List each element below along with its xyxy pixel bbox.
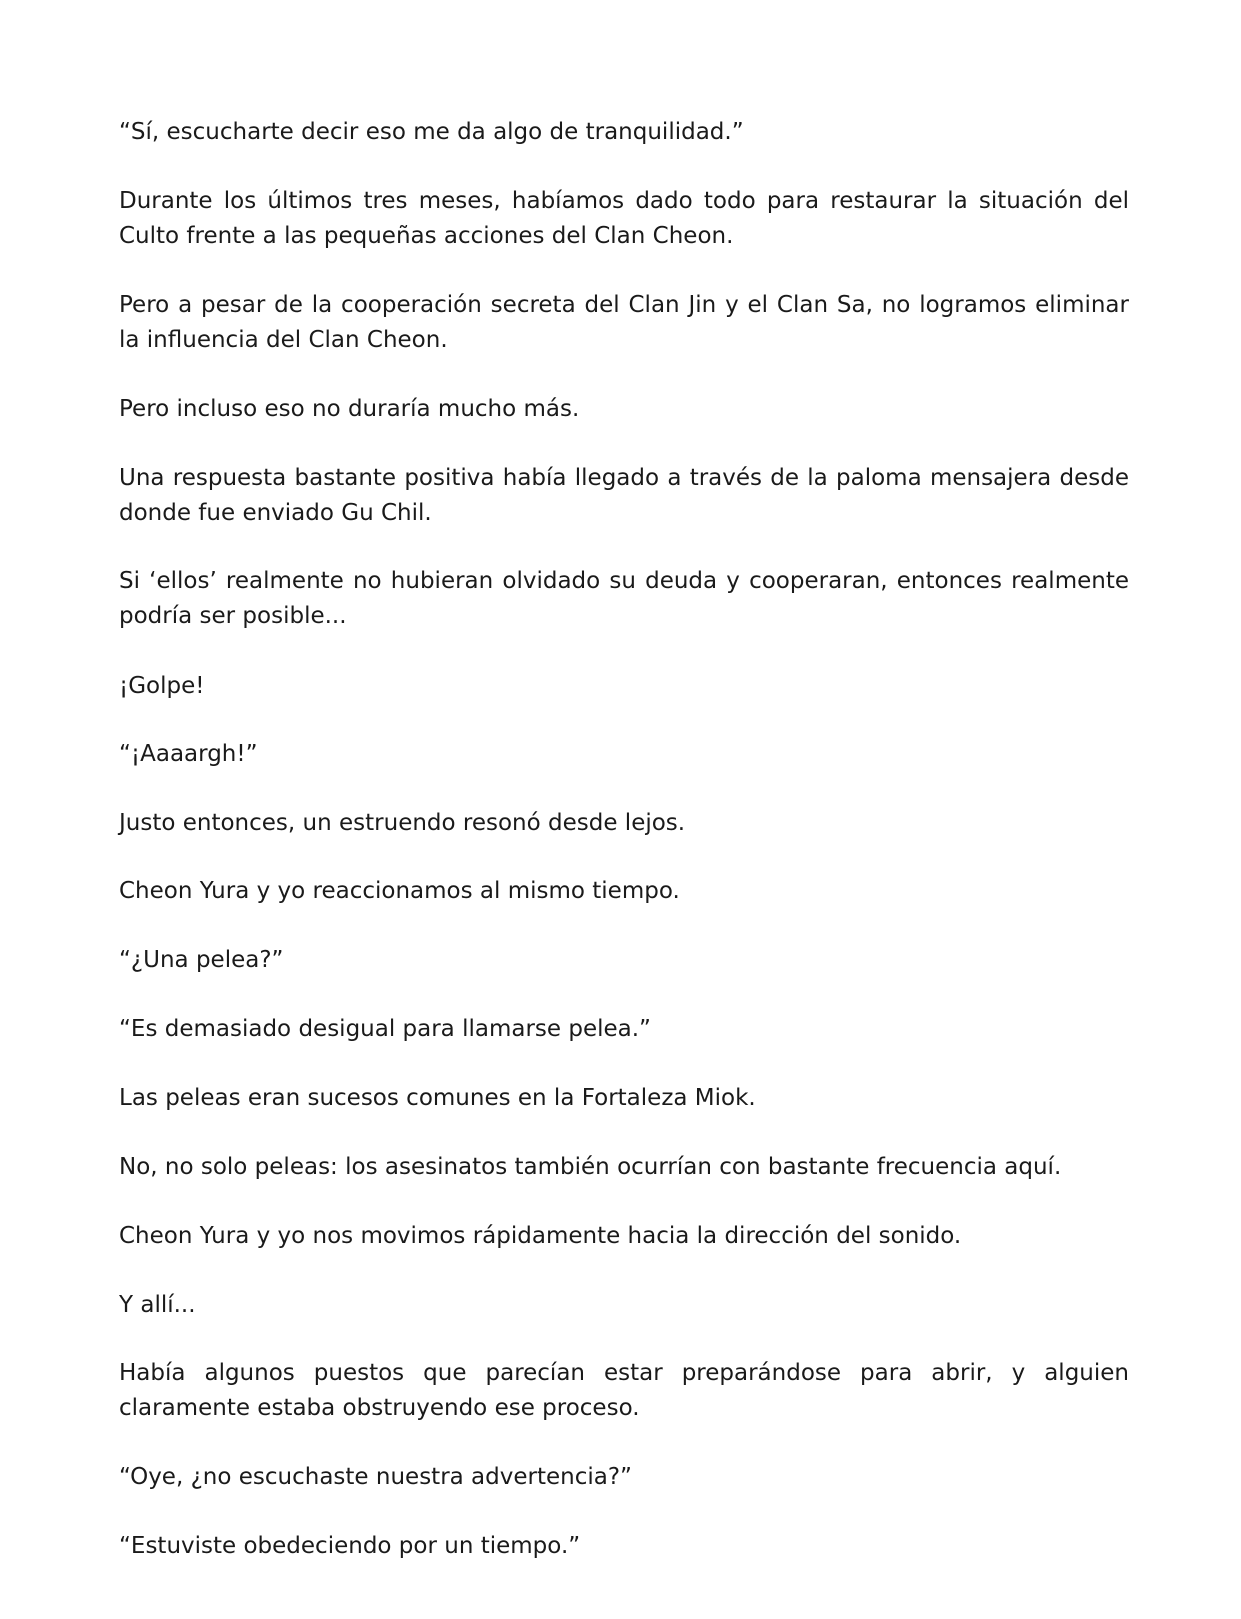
paragraph: Pero incluso eso no duraría mucho más. — [119, 396, 580, 422]
paragraph: “¿Una pelea?” — [119, 947, 284, 973]
paragraph: Justo entonces, un estruendo resonó desde lejos. — [119, 810, 686, 836]
paragraph: Y allí... — [119, 1292, 196, 1318]
paragraph: Había algunos puestos que parecían estar preparándose para abrir, y alguien claramente estaba obstruyendo ese proceso. — [119, 1360, 1129, 1421]
paragraph: Pero a pesar de la cooperación secreta del Clan Jin y el Clan Sa, no logramos eliminar la influencia del Clan Cheon. — [119, 292, 1129, 353]
paragraph: Una respuesta bastante positiva había llegado a través de la paloma mensajera desde donde fue enviado Gu Chil. — [119, 465, 1129, 526]
paragraph: “Sí, escucharte decir eso me da algo de tranquilidad.” — [119, 119, 744, 145]
paragraph: Cheon Yura y yo nos movimos rápidamente hacia la dirección del sonido. — [119, 1223, 962, 1249]
paragraph: Las peleas eran sucesos comunes en la Fortaleza Miok. — [119, 1085, 756, 1111]
paragraph: “Es demasiado desigual para llamarse pelea.” — [119, 1016, 651, 1042]
paragraph: Durante los últimos tres meses, habíamos dado todo para restaurar la situación del Culto frente a las pequeñas acciones del Clan Cheon. — [119, 188, 1129, 249]
paragraph: “Estuviste obedeciendo por un tiempo.” — [119, 1533, 581, 1559]
paragraph: Si ‘ellos’ realmente no hubieran olvidado su deuda y cooperaran, entonces realmente podría ser posible... — [119, 568, 1129, 629]
paragraph: ¡Golpe! — [119, 673, 205, 699]
paragraph: “Oye, ¿no escuchaste nuestra advertencia?” — [119, 1464, 632, 1490]
paragraph: “¡Aaaargh!” — [119, 741, 258, 767]
paragraph: No, no solo peleas: los asesinatos también ocurrían con bastante frecuencia aquí. — [119, 1154, 1062, 1180]
paragraph: Cheon Yura y yo reaccionamos al mismo tiempo. — [119, 878, 680, 904]
